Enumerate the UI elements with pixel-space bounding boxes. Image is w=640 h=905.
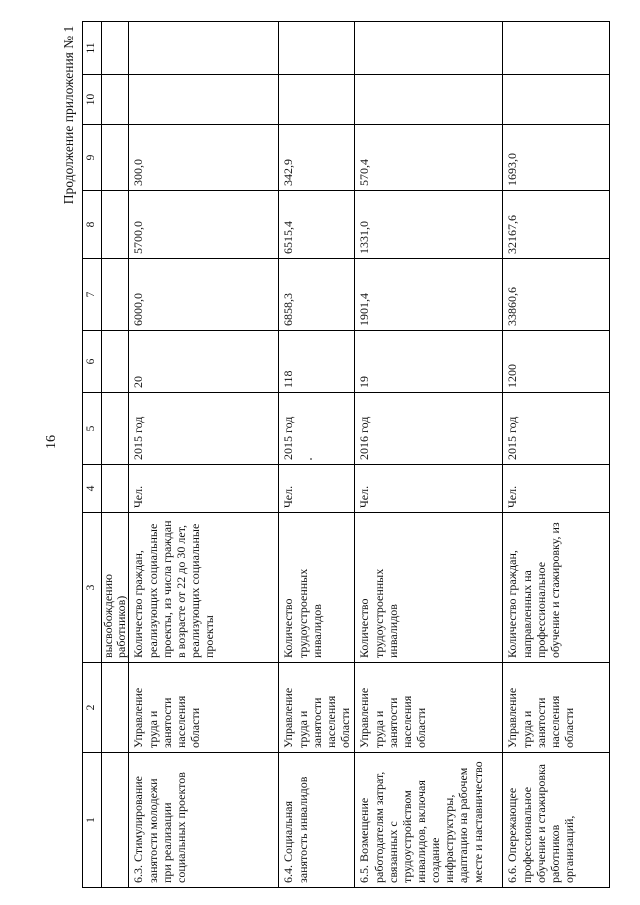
empty-cell: [129, 22, 279, 75]
column-number: 2: [83, 663, 102, 753]
measure-cell: 6.5. Возмещение работодателям затрат, связанных с трудоустройством инвалидов, включая создание инфраструктуры, адаптацию на рабочем месте и наставничество: [355, 753, 503, 888]
unit-cell: Чел.: [503, 465, 610, 513]
indicator-cell: Количество граждан, направленных на профессиональное обучение и стажировку, из: [503, 513, 610, 663]
year-cell: 2015 год: [129, 393, 279, 465]
federal-cell: 1331,0: [355, 191, 503, 259]
unit-cell: Чел.: [355, 465, 503, 513]
page-number: 16: [44, 435, 59, 449]
empty-cell: [129, 75, 279, 125]
column-number: 4: [83, 465, 102, 513]
year-cell: 2015 год: [279, 393, 355, 465]
column-number: 7: [83, 259, 102, 331]
continuation-text: высвобождению работников): [102, 513, 129, 663]
column-number: 10: [83, 75, 102, 125]
column-number: 6: [83, 331, 102, 393]
federal-cell: 32167,6: [503, 191, 610, 259]
empty-cell: [355, 22, 503, 75]
value-cell: 20: [129, 331, 279, 393]
column-number-row: [83, 22, 102, 888]
column-number: 5: [83, 393, 102, 465]
program-measures-table: [82, 21, 610, 888]
total-cell: 6858,3: [279, 259, 355, 331]
regional-cell: 570,4: [355, 125, 503, 191]
regional-cell: 1693,0: [503, 125, 610, 191]
year-cell: 2015 год: [503, 393, 610, 465]
executor-cell: Управление труда и занятости населения области: [503, 663, 610, 753]
appendix-continuation-note: Продолжение приложения № 1: [61, 25, 76, 205]
total-cell: 1901,4: [355, 259, 503, 331]
total-cell: 33860,6: [503, 259, 610, 331]
indicator-cell: Количество трудоустроенных инвалидов: [355, 513, 503, 663]
value-cell: 118: [279, 331, 355, 393]
value-cell: 19: [355, 331, 503, 393]
regional-cell: 300,0: [129, 125, 279, 191]
regional-cell: 342,9: [279, 125, 355, 191]
column-number: 3: [83, 513, 102, 663]
continuation-row: [102, 22, 129, 888]
empty-cell: [279, 75, 355, 125]
value-cell: 1200: [503, 331, 610, 393]
column-number: 8: [83, 191, 102, 259]
federal-cell: 6515,4: [279, 191, 355, 259]
unit-cell: Чел.: [279, 465, 355, 513]
table-row: [129, 22, 279, 888]
total-cell: 6000,0: [129, 259, 279, 331]
table-row: [279, 22, 355, 888]
rotated-table-frame: [82, 22, 610, 888]
executor-cell: Управление труда и занятости населения области: [279, 663, 355, 753]
indicator-cell: Количество граждан, реализующих социальные проекты, из числа граждан в возрасте от 22 до 30 лет, реализующих социальные проекты: [129, 513, 279, 663]
table-row: [503, 22, 610, 888]
empty-cell: [503, 75, 610, 125]
column-number: 1: [83, 753, 102, 888]
column-number: 11: [83, 22, 102, 75]
empty-cell: [279, 22, 355, 75]
unit-cell: Чел.: [129, 465, 279, 513]
rotated-table-container: [82, 22, 610, 888]
executor-cell: Управление труда и занятости населения области: [355, 663, 503, 753]
executor-cell: Управление труда и занятости населения области: [129, 663, 279, 753]
column-number: 9: [83, 125, 102, 191]
measure-cell: 6.4. Социальная занятость инвалидов: [279, 753, 355, 888]
federal-cell: 5700,0: [129, 191, 279, 259]
table-row: [355, 22, 503, 888]
empty-cell: [503, 22, 610, 75]
measure-cell: 6.3. Стимулирование занятости молодежи при реализации социальных проектов: [129, 753, 279, 888]
measure-cell: 6.6. Опережающее профессиональное обучение и стажировка работников организаций,: [503, 753, 610, 888]
indicator-cell: Количество трудоустроенных инвалидов: [279, 513, 355, 663]
year-cell: 2016 год: [355, 393, 503, 465]
empty-cell: [355, 75, 503, 125]
